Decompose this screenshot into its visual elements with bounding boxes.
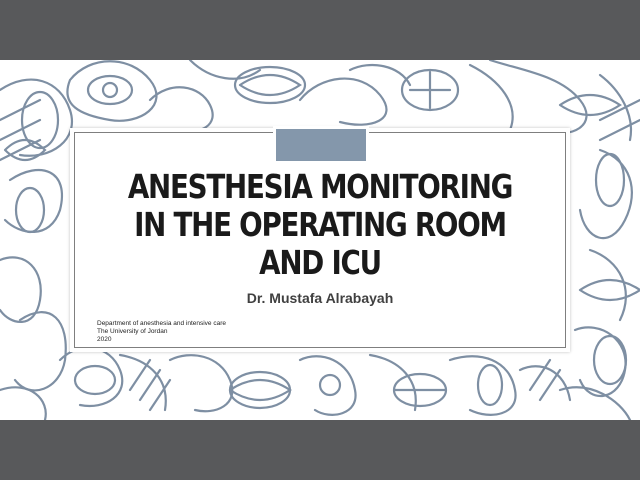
slide-title: ANESTHESIA MONITORING IN THE OPERATING ROOM AND ICU xyxy=(127,167,513,282)
accent-tab xyxy=(273,126,369,164)
affiliation-block xyxy=(97,320,226,344)
top-band xyxy=(0,0,640,60)
department-text: Department of anesthesia and intensive care xyxy=(97,320,226,327)
bottom-band xyxy=(0,420,640,480)
year-text: 2020 xyxy=(97,336,112,343)
university-text: The University of Jordan xyxy=(97,328,168,335)
author-name: Dr. Mustafa Alrabayah xyxy=(246,290,394,306)
title-card xyxy=(70,128,570,352)
